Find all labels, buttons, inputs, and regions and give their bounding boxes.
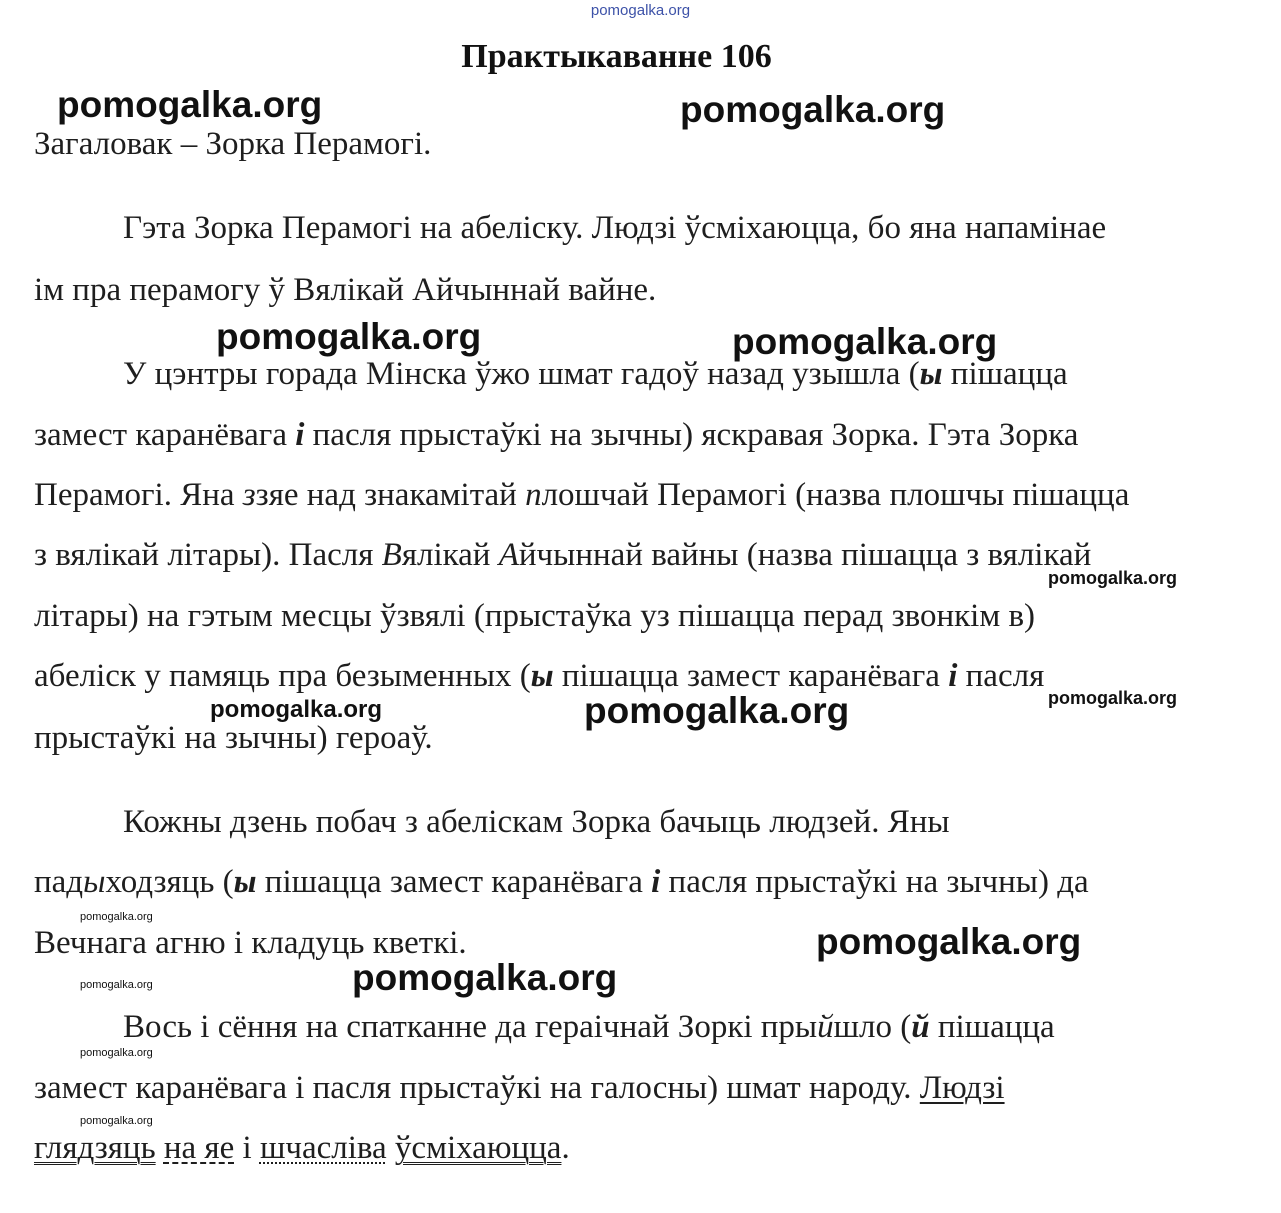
site-link[interactable]: pomogalka.org: [590, 2, 691, 19]
letter-highlight: й: [911, 1009, 930, 1045]
text-run: Перамогі. Яна: [34, 477, 243, 513]
paragraph-1-line-2: ім пра перамогу ў Вялікай Айчыннай вайне.: [34, 272, 657, 308]
subject-underlined: Людзі: [919, 1070, 1005, 1106]
letter-highlight: ы: [233, 864, 257, 900]
paragraph-2-line-7: прыстаўкі на зычны) героаў.: [34, 720, 433, 756]
predicate-underlined: ўсміхаюцца: [394, 1130, 562, 1166]
text-run: пішацца: [929, 1009, 1055, 1045]
text-run: шло (: [833, 1009, 912, 1045]
letter-highlight: й: [817, 1009, 834, 1045]
watermark: pomogalka.org: [680, 89, 946, 130]
predicate-underlined: глядзяць: [34, 1130, 156, 1166]
letter-highlight: ы: [83, 864, 106, 900]
paragraph-2-line-5: літары) на гэтым месцы ўзвялі (прыстаўка уз пішацца перад звонкім в): [34, 598, 1036, 634]
letter-highlight: п: [525, 477, 542, 513]
watermark: pomogalka.org: [352, 957, 618, 998]
watermark: pomogalka.org: [1048, 688, 1178, 708]
text-run: пасля прыстаўкі на зычны) да: [660, 864, 1089, 900]
letter-highlight: з: [242, 477, 256, 513]
paragraph-2-line-3: [34, 477, 1129, 514]
watermark: pomogalka.org: [210, 696, 383, 723]
object-underlined: на яе: [163, 1130, 235, 1166]
text-run: [387, 1130, 395, 1166]
text-run: ходзяць (: [105, 864, 234, 900]
paragraph-3-line-1: Кожны дзень побач з абеліскам Зорка бачыць людзей. Яны: [123, 804, 950, 840]
letter-highlight: А: [498, 537, 519, 573]
text-run: замест каранёвага і пасля прыстаўкі на галосны) шмат народу.: [34, 1070, 920, 1106]
text-run: і: [234, 1130, 260, 1166]
text-run: абеліск у памяць пра безыменных (: [34, 658, 531, 694]
text-run: пад: [34, 864, 84, 900]
adverbial-underlined: шчасліва: [259, 1130, 387, 1166]
text-run: пішацца: [942, 356, 1068, 392]
watermark: pomogalka.org: [80, 1115, 153, 1127]
page-title: Практыкаванне 106: [461, 38, 772, 75]
text-run: з вялікай літары). Пасля: [34, 537, 382, 573]
text-run: пішацца замест каранёвага: [553, 658, 949, 694]
text-run: лошчай Перамогі (назва плошчы пішацца: [541, 477, 1130, 513]
letter-highlight: і: [651, 864, 661, 900]
text-run: пішацца замест каранёвага: [256, 864, 652, 900]
watermark: pomogalka.org: [57, 84, 323, 125]
watermark: pomogalka.org: [80, 1047, 153, 1059]
paragraph-3-line-3: Вечнага агню і кладуць кветкі.: [34, 925, 467, 961]
heading-line: Загаловак – Зорка Перамогі.: [34, 126, 432, 162]
watermark: pomogalka.org: [1048, 568, 1178, 588]
text-run: .: [561, 1130, 570, 1166]
letter-highlight: ы: [530, 658, 554, 694]
text-run: [156, 1130, 164, 1166]
watermark: pomogalka.org: [732, 321, 998, 362]
text-run: Вось і сёння на спатканне да гераічнай Зоркі пры: [123, 1009, 818, 1045]
paragraph-1-line-1: Гэта Зорка Перамогі на абеліску. Людзі ўсміхаюцца, бо яна напамінае: [123, 210, 1107, 246]
letter-highlight: і: [295, 417, 305, 453]
text-run: пасля: [957, 658, 1045, 694]
paragraph-4-line-2: [34, 1070, 1005, 1107]
paragraph-2-line-2: [34, 417, 1078, 454]
watermark: pomogalka.org: [216, 316, 482, 357]
paragraph-4-line-1: [123, 1009, 1055, 1046]
watermark: pomogalka.org: [80, 979, 153, 991]
paragraph-2-line-6: [34, 658, 1044, 695]
text-run: йчыннай вайны (назва пішацца з вялікай: [518, 537, 1092, 573]
paragraph-2-line-4: [34, 537, 1091, 574]
text-run: ялікай: [401, 537, 499, 573]
letter-highlight: і: [948, 658, 958, 694]
watermark: pomogalka.org: [816, 921, 1082, 962]
watermark: pomogalka.org: [584, 690, 850, 731]
letter-highlight: ы: [919, 356, 943, 392]
text-run: пасля прыстаўкі на зычны) яскравая Зорка. Гэта Зорка: [304, 417, 1079, 453]
paragraph-2-line-1: [123, 356, 1068, 393]
watermark: pomogalka.org: [80, 911, 153, 923]
paragraph-3-line-2: [34, 864, 1089, 901]
text-run: У цэнтры горада Мінска ўжо шмат гадоў назад узышла (: [123, 356, 920, 392]
paragraph-4-line-3: [34, 1130, 570, 1167]
text-run: зяе над знакамітай: [255, 477, 526, 513]
letter-highlight: В: [381, 537, 402, 573]
text-run: замест каранёвага: [34, 417, 296, 453]
